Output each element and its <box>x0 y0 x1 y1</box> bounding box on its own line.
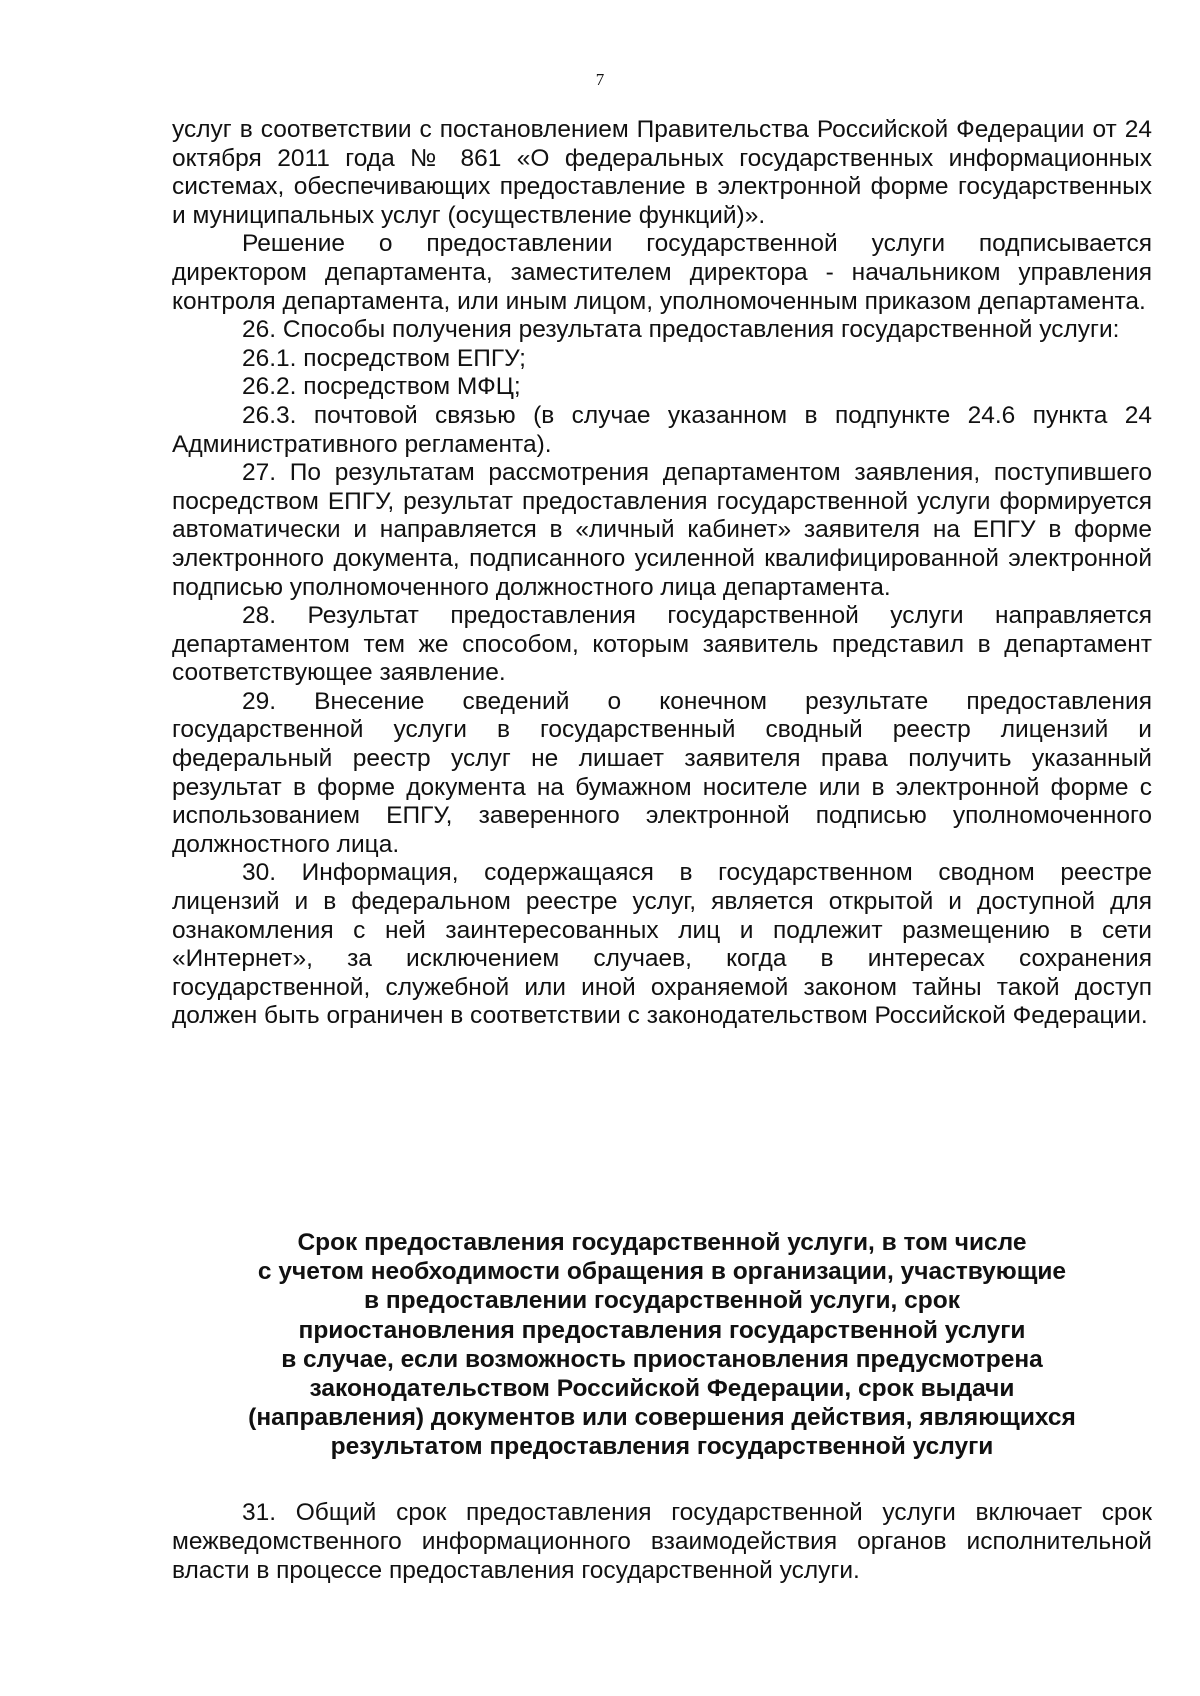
paragraph-30: 30. Информация, содержащаяся в государственном сводном реестре лицензий и в федеральном реестре услуг, является открытой и доступной для ознакомления с ней заинтересованных лиц и подлежит размещению в сети «Интернет», за исключением случаев, когда в интересах сохранения государственной, служебной или иной охраняемой законом тайны такой доступ должен быть ограничен в соответствии с законодательством Российской Федерации. <box>172 859 1152 1030</box>
heading-line: приостановления предоставления государственной услуги <box>298 1316 1026 1344</box>
paragraph-continuation: услуг в соответствии с постановлением Правительства Российской Федерации от 24 октября 2011 года № 861 «О федеральных государственных информационных системах, обеспечивающих предоставление в электронной форме государственных и муниципальных услуг (осуществление функций)». <box>172 116 1152 229</box>
section-heading <box>172 1228 1152 1462</box>
heading-line: в предоставлении государственной услуги, срок <box>364 1287 960 1315</box>
paragraph-26: 26. Способы получения результата предоставления государственной услуги: <box>242 316 1120 344</box>
paragraph-26-2: 26.2. посредством МФЦ; <box>242 373 521 401</box>
heading-line: результатом предоставления государственной услуги <box>330 1433 994 1461</box>
heading-line: с учетом необходимости обращения в организации, участвующие <box>257 1258 1067 1286</box>
page-number: 7 <box>595 70 605 89</box>
heading-line: законодательством Российской Федерации, срок выдачи <box>309 1375 1015 1403</box>
paragraph-decision-signing: Решение о предоставлении государственной услуги подписывается директором департамента, заместителем директора - начальником управления контроля департамента, или иным лицом, уполномоченным приказом департамента. <box>172 230 1152 315</box>
heading-line: в случае, если возможность приостановления предусмотрена <box>281 1345 1043 1373</box>
paragraph-28: 28. Результат предоставления государственной услуги направляется департаментом тем же способом, которым заявитель представил в департамент соответствующее заявление. <box>172 602 1152 687</box>
heading-line: Срок предоставления государственной услуги, в том числе <box>297 1229 1027 1256</box>
heading-line: (направления) документов или совершения действия, являющихся <box>248 1404 1076 1432</box>
paragraph-26-3: 26.3. почтовой связью (в случае указанном в подпункте 24.6 пункта 24 Административного регламента). <box>172 401 1152 458</box>
paragraph-26-1: 26.1. посредством ЕПГУ; <box>242 344 526 372</box>
paragraph-29: 29. Внесение сведений о конечном результате предоставления государственной услуги в государственный сводный реестр лицензий и федеральный реестр услуг не лишает заявителя права получить указанный результат в форме документа на бумажном носителе или в электронной форме с использованием ЕПГУ, заверенного электронной подписью уполномоченного должностного лица. <box>172 687 1152 858</box>
final-section-body <box>172 1499 1152 1585</box>
paragraph-27: 27. По результатам рассмотрения департаментом заявления, поступившего посредством ЕПГУ, результат предоставления государственной услуги формируется автоматически и направляется в «личный кабинет» заявителя на ЕПГУ в форме электронного документа, подписанного усиленной квалифицированной электронной подписью уполномоченного должностного лица департамента. <box>172 459 1152 601</box>
paragraph-31: 31. Общий срок предоставления государственной услуги включает срок межведомственного информационного взаимодействия органов исполнительной власти в процессе предоставления государственной услуги. <box>172 1499 1152 1584</box>
document-body <box>172 116 1152 1031</box>
